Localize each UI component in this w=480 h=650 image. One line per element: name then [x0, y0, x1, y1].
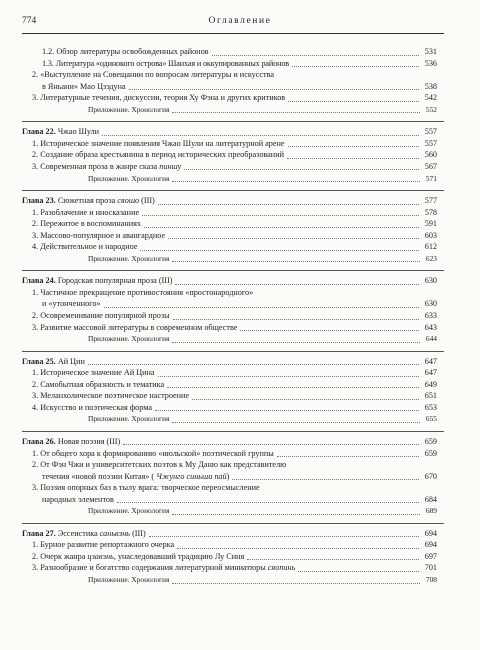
chapter-title [22, 196, 155, 206]
page-ref: 557 [424, 138, 437, 148]
page-ref: 577 [424, 196, 437, 206]
entry-text [88, 414, 169, 424]
chapter-label: Глава 23. [22, 196, 56, 206]
toc-entry [0, 208, 480, 220]
chapter-title [22, 437, 120, 447]
appendix-entry [0, 506, 480, 518]
entry-label: Приложение. Хронология [88, 506, 170, 516]
dot-leader [172, 112, 419, 113]
entry-label: 3. Поэзия опорных баз в тылу врага: творческое переосмысление [32, 483, 260, 493]
entry-label: Приложение. Хронология [88, 334, 170, 344]
entry-label: 1. Разоблачение и иносказание [32, 207, 140, 217]
page-ref: 689 [425, 506, 437, 516]
entry-text [32, 460, 286, 470]
entry-label: течения «новой поэзии Китая» ( [42, 471, 155, 481]
toc-entry [0, 472, 480, 484]
dot-leader [144, 227, 419, 228]
toc-entry [0, 299, 480, 311]
page-ref: 694 [424, 540, 437, 550]
chapter-heading [0, 437, 480, 449]
page-ref: 578 [424, 207, 437, 217]
entry-text [42, 472, 229, 482]
page-ref: 552 [425, 104, 437, 114]
dot-leader [287, 158, 419, 159]
entry-label: 4. Действительное и народное [32, 242, 138, 252]
italic-term: сяопинь [267, 563, 296, 573]
dot-leader [172, 342, 419, 343]
entry-text [32, 368, 155, 378]
dot-leader [155, 410, 419, 411]
chapter-label: Глава 27. [22, 528, 56, 538]
dot-leader [172, 181, 419, 182]
page-ref: 701 [424, 563, 437, 573]
page-ref: 651 [424, 391, 437, 401]
dot-leader [172, 261, 419, 262]
page-ref: 659 [424, 436, 437, 446]
entry-label: 3. Меланхолическое поэтическое настроение [32, 391, 190, 401]
chapter-name: Ай Цин [57, 356, 85, 366]
chapter-heading [0, 357, 480, 369]
toc-entry [0, 139, 480, 151]
entry-label: Приложение. Хронология [88, 104, 170, 114]
entry-text [88, 174, 169, 184]
dot-leader [212, 55, 419, 56]
page-ref: 653 [424, 402, 437, 412]
appendix-entry [0, 334, 480, 346]
italic-term: цзавэнь [87, 551, 114, 561]
toc-entry [0, 59, 480, 71]
toc-entry [0, 219, 480, 231]
page-number: 774 [22, 16, 37, 26]
toc-entry [0, 449, 480, 461]
dot-leader [129, 89, 419, 90]
dot-leader [173, 319, 419, 320]
toc-entry [0, 311, 480, 323]
entry-text [32, 563, 295, 573]
dot-leader [292, 66, 419, 67]
entry-text [42, 495, 114, 505]
entry-label: 2. Создание образа крестьянина в период исторических преобразований [32, 150, 284, 160]
chapter-separator [22, 351, 444, 352]
appendix-entry [0, 254, 480, 266]
entry-text [32, 311, 170, 321]
toc-entry [0, 483, 480, 495]
page-ref: 644 [425, 334, 437, 344]
chapter-name: Новая поэзия (III) [57, 436, 121, 446]
dot-leader [172, 422, 419, 423]
dot-leader [172, 514, 419, 515]
toc-entry [0, 93, 480, 105]
page-ref: 612 [424, 242, 437, 252]
chapter-separator [22, 523, 444, 524]
entry-label: 2. От Фэн Чжи и университетских поэтов к Му Даню как представителю [32, 460, 287, 470]
page-ref: 571 [425, 173, 437, 183]
dot-leader [288, 101, 419, 102]
entry-label: 4. Искусство и поэтическая форма [32, 402, 152, 412]
toc-entry [0, 368, 480, 380]
page-ref: 630 [424, 299, 437, 309]
dot-leader [175, 284, 418, 285]
entry-label: 3. Литературные течения, дискуссии, теория Ху Фэна и других критиков [32, 93, 286, 103]
entry-label: 1. Частичное прекращение противостояния «простонародного» [32, 287, 254, 297]
dot-leader [232, 479, 418, 480]
entry-label: 1. Историческое значение Ай Цина [32, 368, 155, 378]
chapter-name: Эссеистика [57, 528, 98, 538]
page-ref: 560 [424, 150, 437, 160]
dot-leader [158, 204, 419, 205]
entry-text [88, 254, 169, 264]
dot-leader [123, 444, 419, 445]
italic-term: пиншу [159, 161, 182, 171]
entry-text [32, 231, 165, 241]
entry-text [32, 391, 189, 401]
entry-label: Приложение. Хронология [88, 253, 170, 263]
page-ref: 697 [424, 551, 437, 561]
toc-entry [0, 552, 480, 564]
italic-term: Чжунго синьши пай [156, 471, 227, 481]
dot-leader [167, 387, 419, 388]
dot-leader [140, 250, 418, 251]
dot-leader [142, 215, 419, 216]
entry-text [32, 380, 164, 390]
chapter-separator [22, 270, 444, 271]
chapter-title [22, 127, 99, 137]
dot-leader [288, 146, 419, 147]
page-ref: 630 [424, 276, 437, 286]
toc-entry [0, 162, 480, 174]
chapter-title [22, 357, 85, 367]
entry-text [88, 334, 169, 344]
entry-label: 2. «Выступление на Совещании по вопросам литературы и искусства [32, 70, 275, 80]
entry-label: 3. Разнообразие и богатство содержания литературной миниатюры [32, 563, 266, 573]
page-ref: 538 [424, 81, 437, 91]
page-ref: 623 [425, 253, 437, 263]
page-ref: 542 [424, 93, 437, 103]
chapter-separator [22, 190, 444, 191]
dot-leader [177, 548, 419, 549]
entry-label: Приложение. Хронология [88, 173, 170, 183]
toc-entry [0, 231, 480, 243]
toc-entry [0, 380, 480, 392]
appendix-entry [0, 575, 480, 587]
page-ref: 670 [424, 471, 437, 481]
chapter-label: Глава 26. [22, 436, 56, 446]
entry-suffix: ) [226, 471, 230, 481]
dot-leader [117, 502, 419, 503]
entry-text [32, 139, 285, 149]
entry-suffix: , унаследовавший традицию Лу Синя [113, 551, 245, 561]
dot-leader [172, 583, 419, 584]
entry-label: 1.3. Литература «одинокого острова» Шанхая и оккупированных районов [42, 58, 289, 68]
entry-label: 3. Массово-популярное и авангардное [32, 230, 166, 240]
entry-text [88, 506, 169, 516]
appendix-entry [0, 174, 480, 186]
dot-leader [192, 399, 419, 400]
page-ref: 647 [424, 356, 437, 366]
entry-label: 3. Развитие массовой литературы в современном обществе [32, 322, 238, 332]
toc-entry [0, 150, 480, 162]
page-ref: 567 [424, 161, 437, 171]
page-ref: 649 [424, 379, 437, 389]
entry-suffix: (III) [130, 528, 146, 538]
entry-label: 1. Бурное развитие репортажного очерка [32, 540, 175, 550]
page-ref: 633 [424, 311, 437, 320]
chapter-heading [0, 196, 480, 208]
toc-entry [0, 323, 480, 335]
page-ref: 708 [425, 575, 437, 584]
italic-term: сяошо [117, 196, 140, 206]
entry-label: 1. От общего хора к формированию «июльской» поэтической группы [32, 448, 274, 458]
chapter-label: Глава 22. [22, 127, 56, 137]
dot-leader [247, 559, 418, 560]
entry-label: 2. Самобытная образность и тематика [32, 379, 165, 389]
entry-label: 3. Современная проза в жанре сказа [32, 161, 158, 171]
chapter-heading [0, 529, 480, 541]
italic-term: саньвэнь [99, 528, 131, 538]
page-ref: 536 [424, 58, 437, 68]
entry-text [88, 575, 169, 585]
page-ref: 557 [424, 127, 437, 137]
page-ref: 531 [424, 47, 437, 56]
entry-text [32, 403, 152, 413]
toc-entry [0, 460, 480, 472]
toc-entry [0, 403, 480, 415]
chapter-name: Сюжетная проза [57, 196, 116, 206]
running-title: Оглавление [208, 16, 272, 26]
dot-leader [298, 571, 418, 572]
entry-text [32, 208, 139, 218]
entry-text [32, 242, 137, 252]
entry-label: народных элементов [42, 494, 114, 504]
dot-leader [168, 238, 419, 239]
chapter-separator [22, 431, 444, 432]
dot-leader [88, 364, 419, 365]
entry-text [42, 59, 289, 69]
page-ref: 647 [424, 368, 437, 378]
entry-text [42, 82, 126, 92]
entry-text [32, 449, 274, 459]
dot-leader [149, 536, 419, 537]
entry-label: 1. Историческое значение появления Чжао Шули на литературной арене [32, 138, 285, 148]
dot-leader [104, 307, 419, 308]
dot-leader [158, 376, 419, 377]
entry-label: 2. Осовременивание популярной прозы [32, 311, 170, 320]
toc-entry [0, 47, 480, 59]
toc-entry [0, 242, 480, 254]
appendix-entry [0, 105, 480, 117]
entry-label: Приложение. Хронология [88, 575, 170, 584]
entry-label: 1.2. Обзор литературы освобожденных районов [42, 47, 209, 56]
page-ref: 643 [424, 322, 437, 332]
toc-entry [0, 540, 480, 552]
chapter-name: Городская популярная проза (III) [57, 276, 173, 286]
entry-text [32, 93, 285, 103]
page-ref: 659 [424, 448, 437, 458]
entry-text [32, 150, 284, 160]
entry-label: Приложение. Хронология [88, 414, 170, 424]
entry-text [88, 105, 169, 115]
entry-label: в Яньани» Мао Цзэдуна [42, 81, 126, 91]
dot-leader [277, 456, 419, 457]
chapter-heading [0, 127, 480, 139]
chapter-title [22, 529, 146, 539]
toc-entry [0, 391, 480, 403]
entry-suffix: (III) [139, 196, 155, 206]
page-ref: 684 [424, 494, 437, 504]
toc-entry [0, 495, 480, 507]
entry-label: 2. Очерк жанра [32, 551, 86, 561]
chapter-heading [0, 276, 480, 288]
entry-text [32, 323, 237, 333]
chapter-label: Глава 24. [22, 276, 56, 286]
dot-leader [240, 330, 418, 331]
chapter-label: Глава 25. [22, 356, 56, 366]
toc-entry [0, 288, 480, 300]
page-ref: 603 [424, 230, 437, 240]
entry-text [32, 162, 181, 172]
entry-text [32, 552, 244, 562]
chapter-title [22, 276, 172, 286]
toc-entry [0, 563, 480, 575]
page-ref: 591 [424, 219, 437, 229]
entry-text [42, 299, 101, 309]
toc-entry [0, 82, 480, 94]
entry-text [32, 540, 174, 550]
dot-leader [102, 135, 419, 136]
entry-text [32, 288, 253, 298]
entry-label: и «утонченного» [42, 299, 101, 309]
toc-entry [0, 70, 480, 82]
dot-leader [184, 169, 418, 170]
chapter-name: Чжао Шули [57, 127, 100, 137]
entry-label: 2. Пережитое в воспоминаниях [32, 219, 142, 229]
entry-text [32, 483, 260, 493]
page-ref: 655 [425, 414, 437, 424]
entry-text [42, 47, 209, 57]
entry-text [32, 70, 274, 80]
appendix-entry [0, 414, 480, 426]
chapter-separator [22, 121, 444, 122]
entry-text [32, 219, 141, 229]
page-ref: 694 [424, 528, 437, 538]
